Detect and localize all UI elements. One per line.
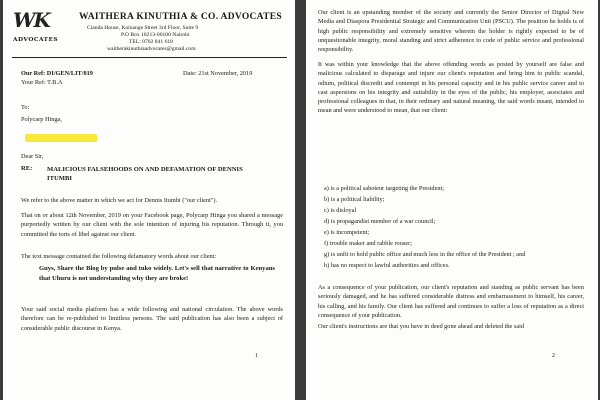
- letter-page-2: [306, 0, 598, 400]
- firm-name: WAITHERA KINUTHIA & CO. ADVOCATES: [79, 12, 282, 22]
- paragraph-1: Our client is an upstanding member of the society and currently the Senior Director of Digital New Media and Diaspora Presidential Strategic and Communication Unit (PSCU). The position he holds is of high public responsibility and extremely sensitive wherein the holder is rightly expected to be of unquestionable integrity, moral standing and strict adherence to code of public service and professional responsibility.: [318, 9, 584, 54]
- your-ref: Your Ref: T.B.A: [21, 79, 63, 86]
- list-item: b) is a political liability;: [324, 196, 385, 203]
- list-item: d) is propagandist member of a war council;: [324, 218, 436, 225]
- list-item: f) trouble maker and rabble rouser;: [324, 240, 412, 247]
- firm-logo: [13, 8, 59, 44]
- addressee: Polycarp Hinga,: [21, 116, 62, 123]
- address-line-4: waitherakinuthiaadvocates@gmail.com: [107, 46, 196, 52]
- paragraph-1: We refer to the above matter in which we act for Dennis Itumbi ("our client").: [21, 197, 218, 204]
- list-item: e) is incompetent;: [324, 229, 370, 236]
- list-item: h) has no respect to lawful authorities and offices.: [324, 262, 450, 269]
- header-rule: [12, 57, 287, 58]
- logo-mark: WK: [13, 8, 49, 32]
- paragraph-3: The text message contained the following defamatory words about our client:: [21, 253, 217, 260]
- highlighter-mark: [25, 134, 97, 142]
- re-label: RE:: [21, 165, 33, 172]
- re-subject: MALICIOUS FALSEHOODS ON AND DEFAMATION OF DENNIS ITUMBI: [47, 166, 243, 183]
- address-line-3: TEL: 0702 841 618: [129, 39, 173, 45]
- page-number: 2: [552, 353, 555, 359]
- quoted-words: Guys, Share the Blog by pulse and tuko widely. Let's sell that narrative to Kenyans that Uhuru is not understanding why they are broke!: [39, 265, 275, 282]
- address-line-2: P.O Box 18213-00100 Nairobi: [121, 32, 190, 38]
- paragraph-2: That on or about 12th November, 2019 on your Facebook page, Polycarp Hinga you shared a message purportedly written by our client with the sole intention of injuring his reputation. Through it, you committed the torts of libel against our client.: [21, 212, 283, 238]
- list-item: a) is a political saboteur targeting the President;: [324, 185, 445, 192]
- our-ref: Our Ref: DI/GEN/LIT/019: [21, 70, 93, 77]
- paragraph-4: Your said social media platform has a wide following and national circulation. The above words therefore can be re-published to limitless persons. The said publication has also been a subject of considerable public discourse in Kenya.: [21, 306, 283, 332]
- to-label: To:: [21, 104, 30, 111]
- letter-page-1: [3, 0, 295, 400]
- paragraph-2: It was within your knowledge that the above offending words as posted by yourself are false and malicious calculated to disparage and injure our client's reputation and bring him to public scandal, odium, political discredit and contempt in his personal capacity and in his public service career and to cast aspersions on his integrity and suitability in the eyes of the public, his employer, associates and professional colleagues in that, in their ordinary and natural meaning, the said words meant, intended to mean and were understood to mean, that our client:: [318, 61, 584, 115]
- paragraph-3: As a consequence of your publication, our client's reputation and standing as public servant has been seriously damaged, and he has suffered considerable distress and embarrassment to himself, his career, his calling, and his family. Our client has suffered and continues to suffer a loss of reputation as a direct consequence of your publication.: [318, 284, 584, 319]
- page-number: 1: [255, 353, 258, 359]
- letter-date: Date: 21st November, 2019: [183, 70, 253, 77]
- logo-subtitle: ADVOCATES: [13, 37, 59, 43]
- address-line-1: Cianda House, Koinange Street 3rd Floor, Suite 9: [87, 25, 199, 31]
- salutation: Dear Sir,: [21, 153, 44, 160]
- paragraph-4: Our client's instructions are that you have in deed gone ahead and deleted the said: [318, 323, 525, 330]
- list-item: g) is unfit to hold public office and much less in the office of the President ; and: [324, 251, 526, 258]
- list-item: c) is disloyal: [324, 207, 357, 214]
